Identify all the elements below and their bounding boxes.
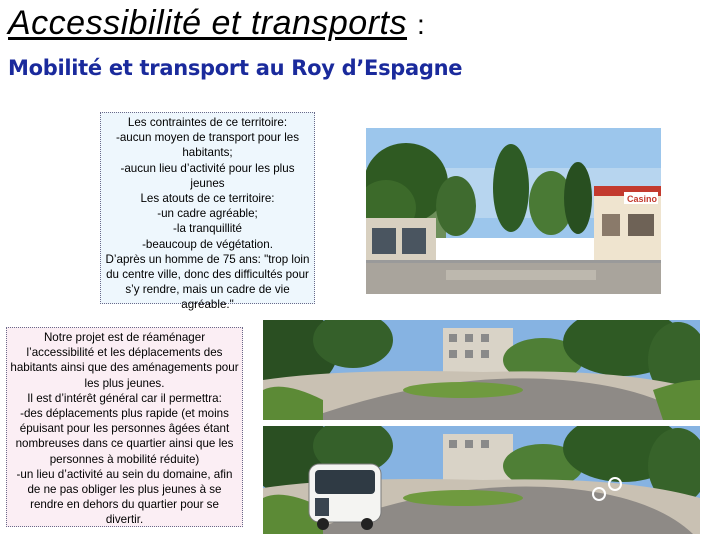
slide-title-colon: : — [417, 9, 426, 40]
project-textbox: Notre projet est de réaménager l’accessibilité et les déplacements des habitants ainsi que des aménagements pour les plus jeunes. Il est d’intérêt général car il permettra: -des déplacements plus rapide (et moins épuisant pour les personnes âgées étant nombreuses dans ce quartier ainsi que les personnes à mobilité réduite) -un lieu d’activité au sein du domaine, afin de ne pas obliger les plus jeunes à se rendre en dehors du quartier pour se divertir. — [6, 327, 243, 527]
street-shops-photo — [366, 128, 661, 294]
panorama-minibus-illustration — [263, 426, 700, 534]
slide-subtitle: Mobilité et transport au Roy d’Espagne — [8, 56, 463, 80]
panorama-road-illustration — [263, 320, 700, 420]
slide-title — [8, 4, 425, 43]
panorama-road-photo — [263, 320, 700, 420]
constraints-textbox: Les contraintes de ce territoire: -aucun moyen de transport pour les habitants; -aucun lieu d’activité pour les plus jeunes Les atouts de ce territoire: -un cadre agréable; -la tranquillité -beaucoup de végétation. D’après un homme de 75 ans: "trop loin du centre ville, donc des difficultés pour s’y rendre, mais un cadre de vie agréable." — [100, 112, 315, 304]
panorama-minibus-photo — [263, 426, 700, 534]
street-shops-illustration — [366, 128, 661, 294]
slide-title-text: Accessibilité et transports — [8, 4, 407, 42]
shop-sign-text: Casino — [627, 194, 658, 204]
